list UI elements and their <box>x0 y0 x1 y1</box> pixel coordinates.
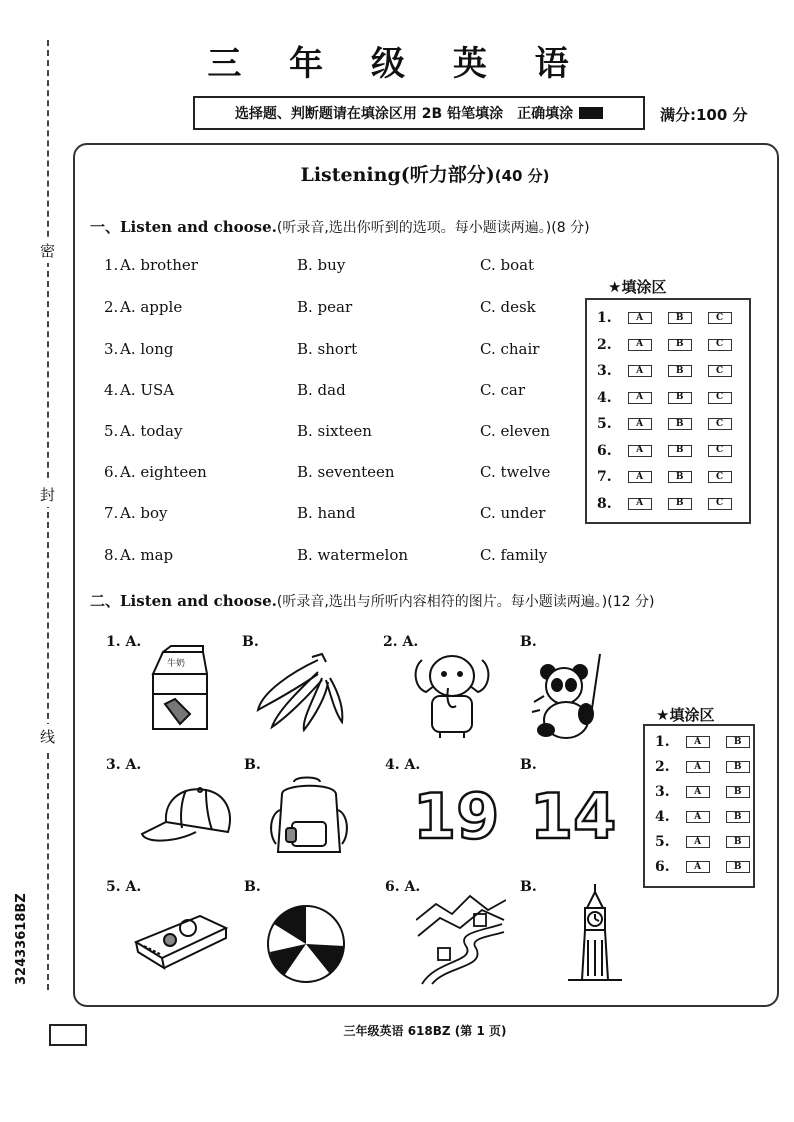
answer-row <box>655 859 750 875</box>
answer-row-number: 6. <box>597 442 612 459</box>
answer-bubble[interactable]: A <box>628 498 652 510</box>
option-c: C. eleven <box>480 422 551 440</box>
answer-bubble[interactable]: B <box>668 498 692 510</box>
q1-label-b: B. <box>242 634 259 650</box>
question-number: 6. <box>104 463 119 481</box>
option-b: B. dad <box>297 381 346 399</box>
answer-row-number: 1. <box>597 310 612 326</box>
listening-score: (40 分) <box>494 167 550 185</box>
elephant-icon <box>412 648 492 740</box>
part1-heading-cn: (听录音,选出你听到的选项。每小题读两遍。)(8 分) <box>276 220 590 236</box>
answer-row-number: 6. <box>655 859 670 875</box>
option-a: A. boy <box>120 504 168 522</box>
number-14: 14 <box>530 780 617 853</box>
answer-row <box>597 469 732 485</box>
option-a: A. map <box>120 546 174 564</box>
answer-bubble[interactable]: A <box>628 445 652 457</box>
answer-bubble[interactable]: B <box>668 445 692 457</box>
great-wall-icon <box>416 890 506 986</box>
q5-label-a: 5. A. <box>106 879 142 895</box>
instruction-box <box>193 96 645 130</box>
answer-bubble[interactable]: B <box>668 365 692 377</box>
answer-bubble[interactable]: A <box>686 761 710 773</box>
answer-row-number: 3. <box>597 363 612 379</box>
part2-heading-cn: (听录音,选出与所听内容相符的图片。每小题读两遍。)(12 分) <box>276 594 655 610</box>
answer-bubble[interactable]: B <box>726 736 750 748</box>
answer-bubble[interactable]: B <box>726 761 750 773</box>
answer-row-number: 2. <box>597 336 612 353</box>
option-b: B. seventeen <box>297 463 395 481</box>
question-number: 1. <box>104 256 119 274</box>
answer-row <box>597 416 732 432</box>
answer-row <box>655 734 750 750</box>
q6-label-a: 6. A. <box>385 879 421 895</box>
answer-row <box>655 784 750 800</box>
answer-bubble[interactable]: C <box>708 312 732 324</box>
question-number: 7. <box>104 504 119 522</box>
answer-bubble[interactable]: C <box>708 498 732 510</box>
answer-bubble[interactable]: A <box>628 339 652 351</box>
question-number: 8. <box>104 546 119 564</box>
answer-bubble[interactable]: A <box>628 471 652 483</box>
answer-bubble[interactable]: C <box>708 365 732 377</box>
option-b: B. sixteen <box>297 422 372 440</box>
paper-code-vertical: 3243361​8BZ <box>14 893 29 985</box>
question-number: 2. <box>104 298 119 316</box>
q6-label-b: B. <box>520 879 537 895</box>
option-b: B. hand <box>297 504 356 522</box>
question-number: 4. <box>104 381 119 399</box>
answer-bubble[interactable]: B <box>726 811 750 823</box>
answer-bubble[interactable]: A <box>628 312 652 324</box>
part2-fill-title: ★填涂区 <box>656 706 715 724</box>
option-a: A. today <box>120 422 183 440</box>
part2-heading <box>90 590 654 611</box>
option-c: C. car <box>480 381 525 399</box>
answer-row-number: 5. <box>655 834 670 850</box>
seal-char-xian: 线 <box>40 724 55 749</box>
answer-bubble[interactable]: C <box>708 392 732 404</box>
q3-label-a: 3. A. <box>106 757 142 773</box>
cap-icon <box>136 782 236 850</box>
part1-fill-title: ★填涂区 <box>608 278 667 296</box>
answer-bubble[interactable]: B <box>726 861 750 873</box>
option-c: C. chair <box>480 340 540 358</box>
q2-label-b: B. <box>520 634 537 650</box>
answer-row-number: 3. <box>655 784 670 800</box>
seal-char-mi: 密 <box>40 238 55 263</box>
answer-bubble[interactable]: A <box>628 392 652 404</box>
panda-icon <box>530 652 612 744</box>
answer-row-number: 1. <box>655 734 670 750</box>
answer-bubble[interactable]: A <box>686 861 710 873</box>
answer-bubble[interactable]: C <box>708 339 732 351</box>
answer-bubble[interactable]: A <box>628 418 652 430</box>
q2-label-a: 2. A. <box>383 634 419 650</box>
answer-bubble[interactable]: A <box>628 365 652 377</box>
answer-row <box>655 759 750 775</box>
answer-bubble[interactable]: B <box>668 418 692 430</box>
option-c: C. desk <box>480 298 536 316</box>
answer-row <box>597 337 732 353</box>
option-a: A. long <box>120 340 174 358</box>
option-a: A. eighteen <box>120 463 207 481</box>
option-c: C. under <box>480 504 546 522</box>
answer-bubble[interactable]: C <box>708 471 732 483</box>
number-19: 19 <box>413 780 500 853</box>
instruction-text: 选择题、判断题请在填涂区用 2B 铅笔填涂 正确填涂 <box>234 106 574 122</box>
q3-label-b: B. <box>244 757 261 773</box>
pencil-box-icon <box>130 906 230 972</box>
answer-row-number: 4. <box>597 389 612 406</box>
answer-bubble[interactable]: B <box>726 786 750 798</box>
option-b: B. short <box>297 340 358 358</box>
answer-bubble[interactable]: A <box>686 786 710 798</box>
listening-title <box>0 160 794 187</box>
answer-bubble[interactable]: A <box>686 736 710 748</box>
answer-row <box>655 834 750 850</box>
backpack-icon <box>264 774 354 856</box>
option-b: B. buy <box>297 256 346 274</box>
part2-heading-en: 二、Listen and choose. <box>90 592 277 610</box>
option-b: B. watermelon <box>297 546 409 564</box>
option-a: A. USA <box>120 381 175 399</box>
q4-label-a: 4. A. <box>385 757 421 773</box>
answer-bubble[interactable]: C <box>708 445 732 457</box>
answer-row <box>597 496 732 512</box>
answer-bubble[interactable]: A <box>686 836 710 848</box>
q5-label-b: B. <box>244 879 261 895</box>
ball-icon <box>264 902 348 986</box>
answer-row-number: 4. <box>655 809 670 825</box>
full-score: 满分:100 分 <box>660 106 748 124</box>
option-c: C. family <box>480 546 548 564</box>
document-title: 三 年 级 英 语 <box>207 44 587 84</box>
answer-bubble[interactable]: C <box>708 418 732 430</box>
filled-sample-mark <box>579 107 603 119</box>
part1-fill-area <box>585 298 751 524</box>
svg-text:牛奶: 牛奶 <box>167 659 186 669</box>
answer-bubble[interactable]: B <box>726 836 750 848</box>
answer-row-number: 2. <box>655 759 670 775</box>
answer-row-number: 5. <box>597 416 612 432</box>
answer-bubble[interactable]: B <box>668 392 692 404</box>
answer-row <box>655 809 750 825</box>
answer-row <box>597 310 732 326</box>
option-b: B. pear <box>297 298 353 316</box>
part2-fill-area <box>643 724 755 888</box>
question-number: 5. <box>104 422 119 440</box>
option-c: C. twelve <box>480 463 551 481</box>
answer-row <box>597 363 732 379</box>
answer-row-number: 8. <box>597 495 612 512</box>
option-c: C. boat <box>480 256 535 274</box>
q4-label-b: B. <box>520 757 537 773</box>
answer-row-number: 7. <box>597 469 612 485</box>
answer-row <box>597 443 732 459</box>
answer-bubble[interactable]: A <box>686 811 710 823</box>
big-ben-icon <box>560 884 630 986</box>
answer-bubble[interactable]: B <box>668 471 692 483</box>
option-a: A. brother <box>120 256 198 274</box>
listening-title-text: Listening(听力部分) <box>300 164 495 186</box>
seal-char-feng: 封 <box>40 482 55 507</box>
page-footer: 三年级英语 618BZ (第 1 页) <box>343 1024 507 1038</box>
question-number: 3. <box>104 340 119 358</box>
part1-heading <box>90 216 590 237</box>
answer-bubble[interactable]: B <box>668 339 692 351</box>
answer-row <box>597 390 732 406</box>
part1-heading-en: 一、Listen and choose. <box>90 218 277 236</box>
milk-carton-icon <box>145 644 215 734</box>
option-a: A. apple <box>120 298 183 316</box>
answer-bubble[interactable]: B <box>668 312 692 324</box>
q1-label-a: 1. A. <box>106 634 142 650</box>
bananas-icon <box>252 652 347 732</box>
